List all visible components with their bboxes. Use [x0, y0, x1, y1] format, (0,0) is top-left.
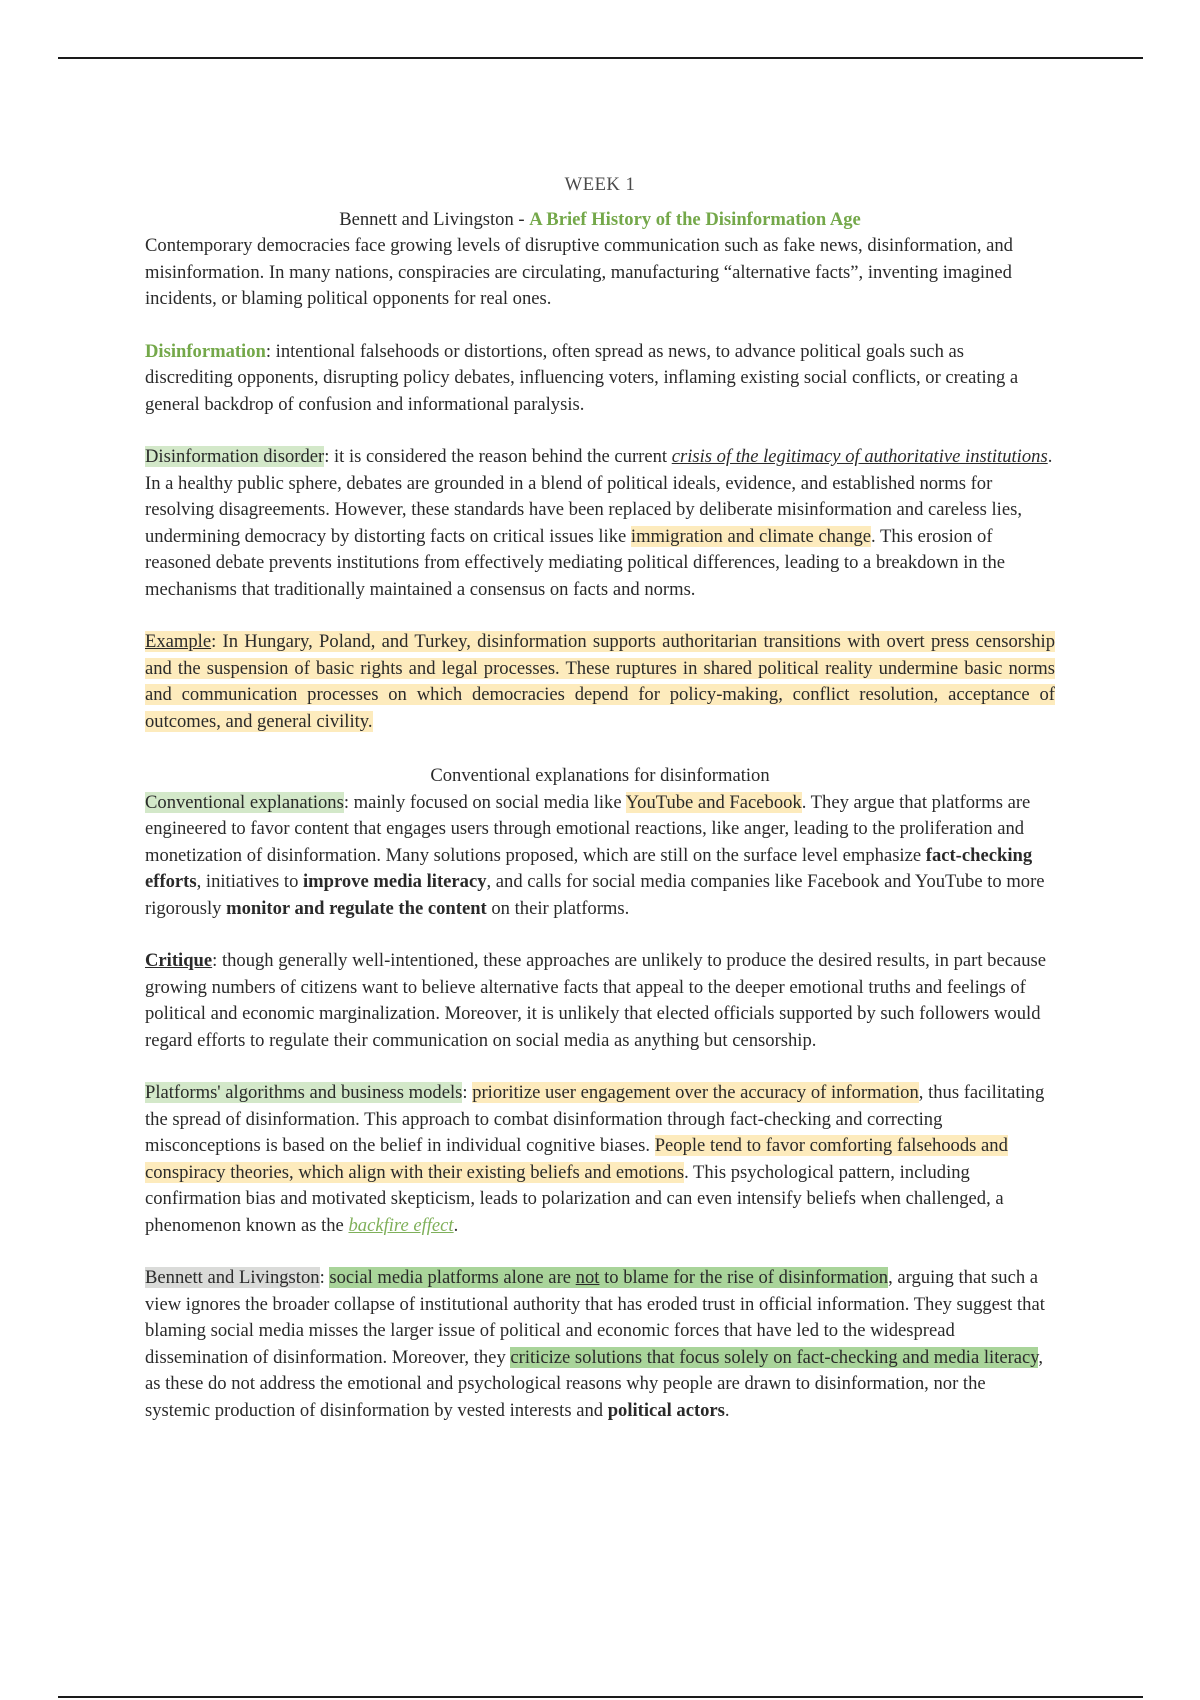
term-bennett-livingston: Bennett and Livingston [145, 1267, 320, 1288]
disinformation-disorder-paragraph: Disinformation disorder: it is considered the reason behind the current crisis of the legitimacy of authoritative institutions. In a healthy public sphere, debates are grounded in a blend of political ideals, evidence, and established norms for resolving disagreements. However, these standards have been replaced by deliberate misinformation and careless lies, undermining democracy by distorting facts on critical issues like immigration and climate change. This erosion of reasoned debate prevents institutions from effectively mediating political differences, leading to a breakdown in the mechanisms that traditionally maintained a consensus on facts and norms. [145, 446, 1053, 600]
week-heading: WEEK 1 [564, 174, 636, 195]
term-disinformation-disorder: Disinformation disorder [145, 446, 325, 467]
critique-label: Critique [145, 950, 213, 971]
backfire-effect-link[interactable]: backfire effect [348, 1214, 454, 1236]
conventional-paragraph: Conventional explanations: mainly focused on social media like YouTube and Facebook. They argue that platforms are engineered to favor content that engages users through emotional reactions, like anger, leading to the proliferation and monetization of disinformation. Many solutions proposed, which are still on the surface level emphasize fact-checking efforts, initiatives to improve media literacy, and calls for social media companies like Facebook and YouTube to more rigorously monitor and regulate the content on their platforms. [145, 791, 1045, 919]
highlight-engagement: prioritize user engagement over the accuracy of information [472, 1082, 919, 1103]
title-authors: Bennett and Livingston - [339, 208, 530, 230]
highlight-youtube-facebook: YouTube and Facebook [625, 791, 802, 813]
highlight-criticize-solutions: criticize solutions that focus solely on fact-checking and media literacy [510, 1346, 1039, 1368]
term-platforms: Platforms' algorithms and business models [145, 1082, 463, 1103]
highlight-immigration: immigration and climate change [630, 525, 871, 547]
intro-paragraph: Contemporary democracies face growing levels of disruptive communication such as fake news, disinformation, and misinformation. In many nations, conspiracies are circulating, manufacturing “alternative facts”, inventing imagined incidents, or blaming political opponents for real ones. [145, 235, 1013, 309]
bottom-rule [58, 1696, 1143, 1698]
highlight-not-to-blame: social media platforms alone are not to blame for the rise of disinformation [329, 1267, 889, 1288]
term-conventional: Conventional explanations [145, 791, 344, 813]
crisis-phrase: crisis of the legitimacy of authoritative institutions [671, 446, 1048, 467]
term-disinformation: Disinformation [145, 340, 266, 362]
bennett-paragraph: Bennett and Livingston: social media platforms alone are not to blame for the rise of disinformation, arguing that such a view ignores the broader collapse of institutional authority that has eroded trust in official information. They suggest that blaming social media misses the larger issue of political and economic forces that have led to the widespread dissemination of disinformation. Moreover, they criticize solutions that focus solely on fact-checking and media literacy, as these do not address the emotional and psychological reasons why people are drawn to disinformation, nor the systemic production of disinformation by vested interests and political actors. [145, 1267, 1045, 1421]
critique-paragraph: Critique: though generally well-intentioned, these approaches are unlikely to produce the desired results, in part because growing numbers of citizens want to believe alternative facts that appeal to the deeper emotional truths and feelings of political and economic marginalization. Moreover, it is unlikely that elected officials supported by such followers would regard efforts to regulate their communication on social media as anything but censorship. [145, 950, 1046, 1051]
example-label: Example [145, 631, 212, 652]
example-paragraph: Example: In Hungary, Poland, and Turkey, disinformation supports authoritarian transitions with overt press censorship and the suspension of basic rights and legal processes. These ruptures in shared political reality undermine basic norms and communication processes on which democracies depend for policy-making, conflict resolution, acceptance of outcomes, and general civility. [145, 631, 1055, 732]
top-rule [58, 57, 1143, 59]
document-body [145, 172, 1055, 1424]
highlight-comforting-falsehoods: People tend to favor comforting falsehoods and conspiracy theories, which align with their existing beliefs and emotions [145, 1135, 1008, 1183]
reading-title [145, 207, 1055, 234]
disinformation-definition: Disinformation: intentional falsehoods or distortions, often spread as news, to advance political goals such as discrediting opponents, disrupting policy debates, influencing voters, inflaming existing social conflicts, or creating a general backdrop of confusion and informational paralysis. [145, 340, 1019, 415]
section-title: Conventional explanations for disinformation [430, 765, 770, 786]
platforms-paragraph: Platforms' algorithms and business models: prioritize user engagement over the accuracy of information, thus facilitating the spread of disinformation. This approach to combat disinformation through fact-checking and correcting misconceptions is based on the belief in individual cognitive biases. People tend to favor comforting falsehoods and conspiracy theories, which align with their existing beliefs and emotions. This psychological pattern, including confirmation bias and motivated skepticism, leads to polarization and can even intensify beliefs when challenged, a phenomenon known as the backfire effect. [145, 1082, 1045, 1236]
title-work: A Brief History of the Disinformation Age [529, 208, 861, 230]
